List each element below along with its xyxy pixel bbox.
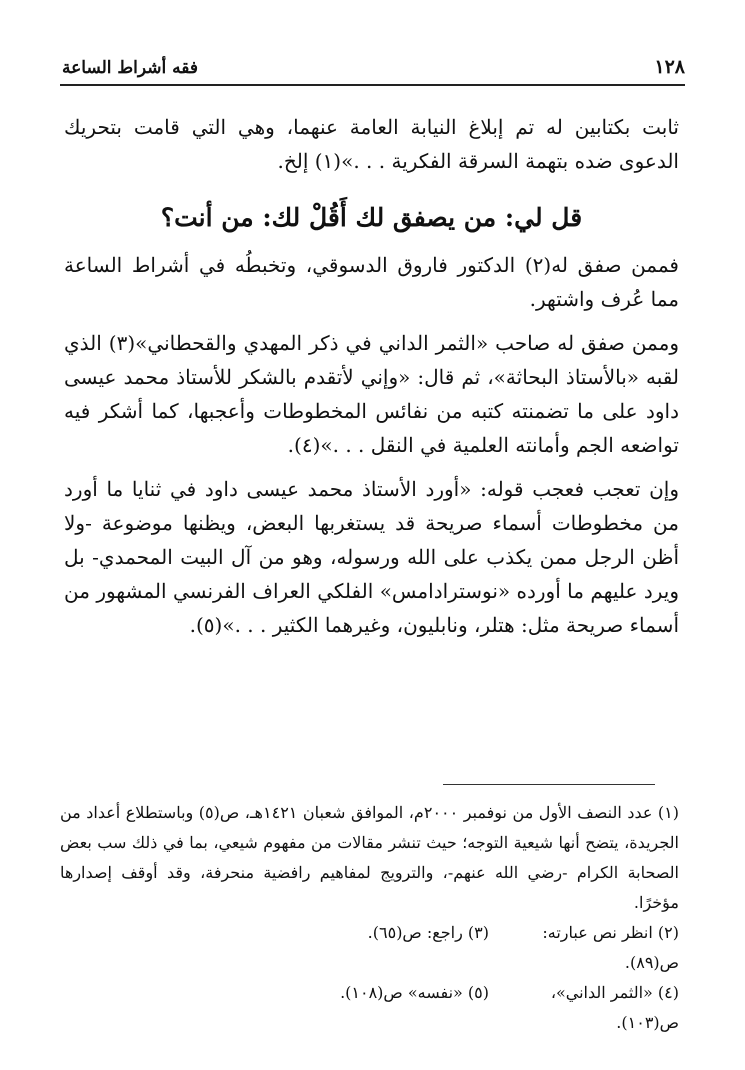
footnote-row-4-5 bbox=[60, 978, 679, 1038]
paragraph-4: وإن تعجب فعجب قوله: «أورد الأستاذ محمد عيسى داود في ثنايا ما أورد من مخطوطات أسماء صريحة قد يستغربها البعض، ويظنها موضوعة -ولا أظن الرجل ممن يكذب على الله ورسوله، وهو من آل البيت المحمدي- بل ويرد عليهم ما أورده «نوسترادامس» الفلكي العراف الفرنسي المشهور من أسماء صريحة مثل: هتلر، ونابليون، وغيرهما الكثير . . .»(٥). bbox=[64, 477, 679, 637]
main-text bbox=[64, 110, 679, 642]
footnote-1: (١) عدد النصف الأول من نوفمبر ٢٠٠٠م، الموافق شعبان ١٤٢١هـ، ص(٥) وباستطلاع أعداد من الجريدة، يتضح أنها شيعية التوجه؛ حيث تنشر مقالات من مفهوم شيعي، بما في ذلك سب بعض الصحابة الكرام -رضي الله عنهم-، والترويج لمفاهيم رافضية منحرفة، وقد أوقف إصدارها مؤخرًا. bbox=[60, 803, 679, 912]
footnote-4: (٤) «الثمر الداني»، ص(١٠٣). bbox=[550, 983, 679, 1032]
section-heading: قل لي: من يصفق لك أَقُلْ لك: من أنت؟ bbox=[160, 203, 583, 232]
footnote-separator bbox=[443, 784, 655, 785]
footnote-3: (٣) راجع: ص(٦٥). bbox=[367, 923, 489, 942]
running-title: فقه أشراط الساعة bbox=[62, 58, 198, 78]
header-rule bbox=[60, 84, 685, 86]
footnotes bbox=[60, 798, 679, 1038]
footnote-row-2-3 bbox=[60, 918, 679, 978]
footnote-5: (٥) «نفسه» ص(١٠٨). bbox=[340, 983, 489, 1002]
footnote-2: (٢) انظر نص عبارته: ص(٨٩). bbox=[542, 923, 679, 972]
paragraph-3: وممن صفق له صاحب «الثمر الداني في ذكر المهدي والقحطاني»(٣) الذي لقبه «بالأستاذ البحاثة»، ثم قال: «وإني لأتقدم بالشكر للأستاذ محمد عيسى داود على ما تضمنته كتبه من نفائس المخطوطات وأعجبها، كما أشكر فيه تواضعه الجم وأمانته العلمية في النقل . . .»(٤). bbox=[64, 331, 679, 457]
paragraph-2: فممن صفق له(٢) الدكتور فاروق الدسوقي، وتخبطُه في أشراط الساعة مما عُرف واشتهر. bbox=[64, 253, 679, 311]
page-header bbox=[62, 54, 685, 84]
paragraph-1: ثابت بكتابين له تم إبلاغ النيابة العامة عنهما، وهي التي قامت بتحريك الدعوى ضده بتهمة السرقة الفكرية . . .»(١) إلخ. bbox=[64, 115, 679, 173]
page-number: ١٢٨ bbox=[654, 56, 685, 78]
